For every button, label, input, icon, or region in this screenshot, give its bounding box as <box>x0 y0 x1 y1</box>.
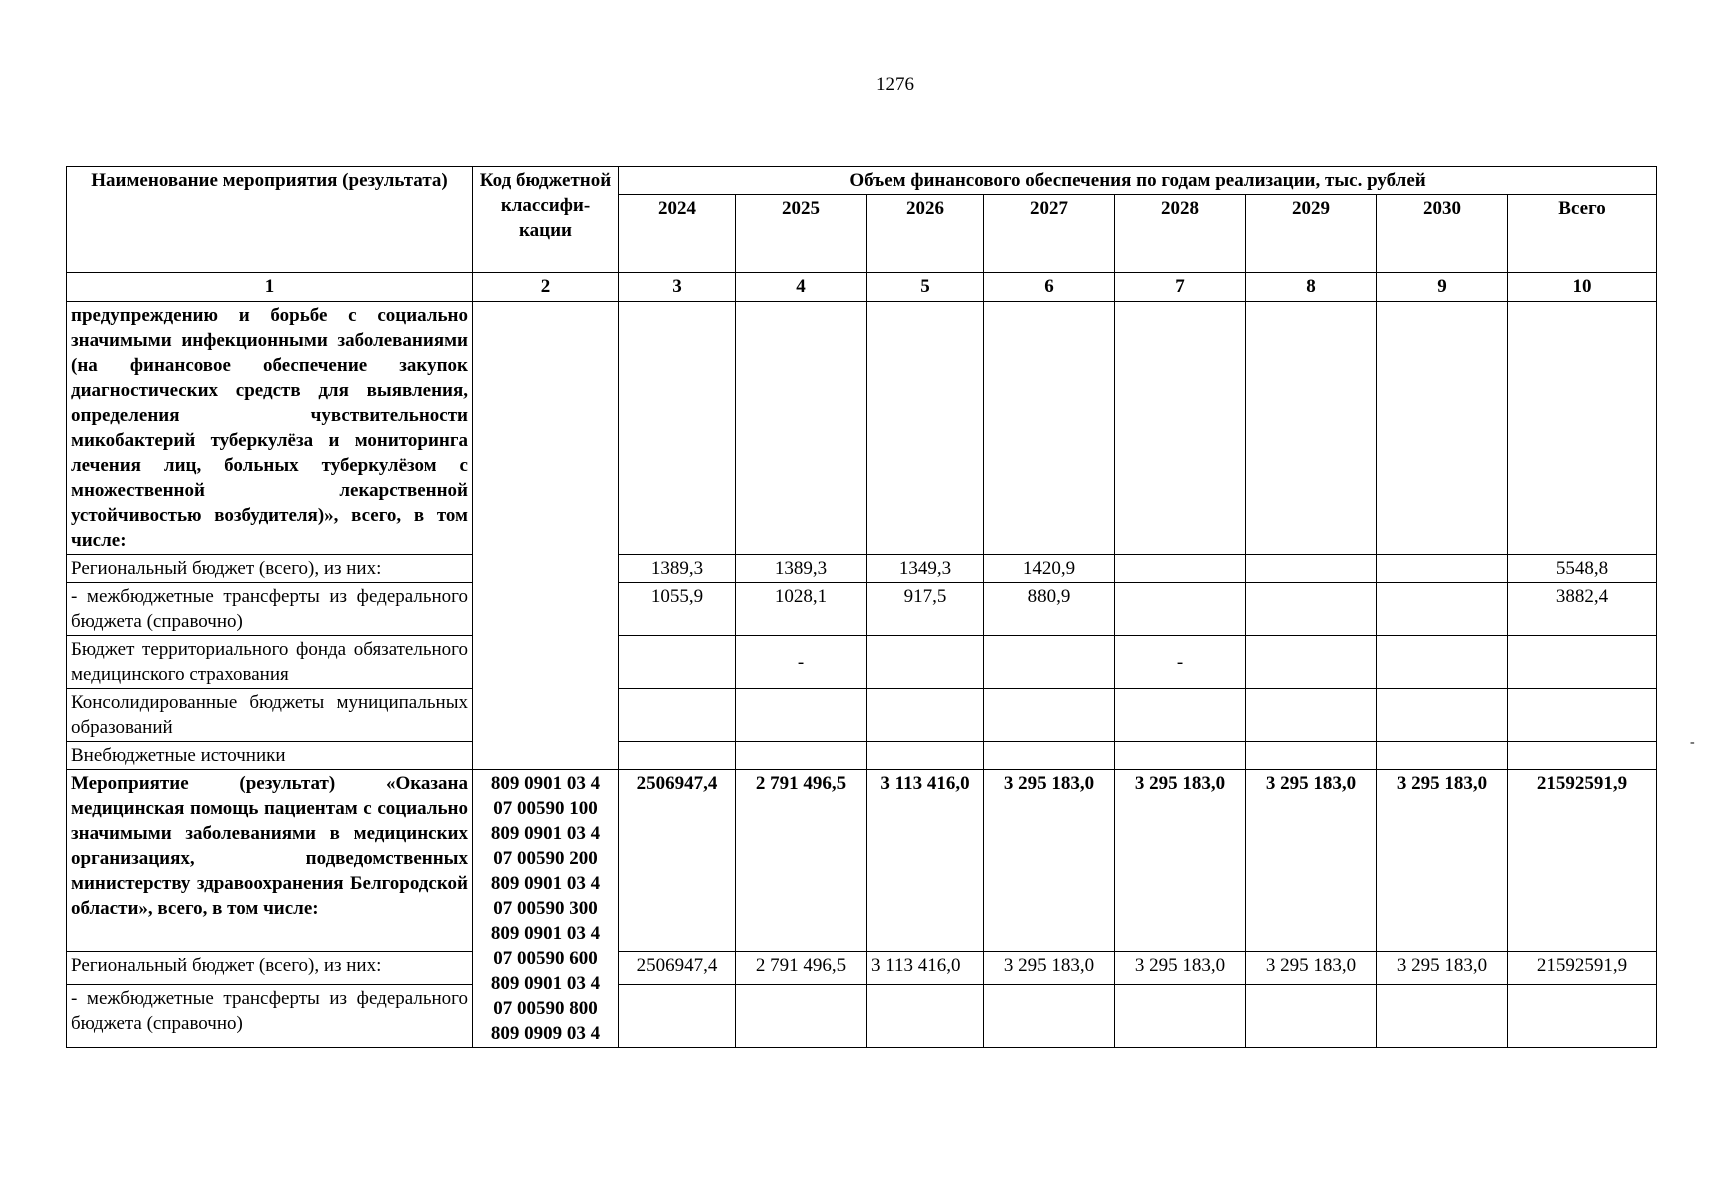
value-cell <box>984 689 1115 742</box>
row-label: Региональный бюджет (всего), из них: <box>67 951 473 984</box>
value-cell <box>736 689 867 742</box>
value-cell: 3 295 183,0 <box>984 951 1115 984</box>
column-number: 9 <box>1377 273 1508 302</box>
header-total: Всего <box>1508 195 1657 273</box>
value-cell-total <box>1508 985 1657 1048</box>
value-cell-total <box>1508 636 1657 689</box>
value-cell: 1420,9 <box>984 555 1115 583</box>
value-cell: 3 295 183,0 <box>1246 951 1377 984</box>
header-year: 2024 <box>619 195 736 273</box>
value-cell <box>1246 985 1377 1048</box>
value-cell <box>619 742 736 770</box>
section1-title: предупреждению и борьбе с социально значимыми инфекционными заболеваниями (на финансовое обеспечение закупок диагностических средств для выявления, определения чувствительности микобактерий туберкулёза и мониторинга лечения лиц, больных туберкулёзом с множественной лекарственной устойчивостью возбудителя)», всего, в том числе: <box>67 302 473 555</box>
value-cell <box>619 985 736 1048</box>
value-cell <box>1246 555 1377 583</box>
value-cell <box>1246 636 1377 689</box>
row-label: Региональный бюджет (всего), из них: <box>67 555 473 583</box>
section2-regional-row <box>67 951 1657 984</box>
header-year: 2025 <box>736 195 867 273</box>
value-cell <box>619 689 736 742</box>
value-cell-total: 3882,4 <box>1508 583 1657 636</box>
column-number: 1 <box>67 273 473 302</box>
value-cell-total: 21592591,9 <box>1508 770 1657 952</box>
value-cell: - <box>1115 636 1246 689</box>
column-number: 6 <box>984 273 1115 302</box>
section1-code-cell <box>473 302 619 770</box>
section1-extrabudget-row <box>67 742 1657 770</box>
value-cell: 2 791 496,5 <box>736 770 867 952</box>
value-cell <box>619 636 736 689</box>
value-cell <box>1377 583 1508 636</box>
value-cell <box>1377 985 1508 1048</box>
value-cell: - <box>736 636 867 689</box>
value-cell: 880,9 <box>984 583 1115 636</box>
value-cell: 3 295 183,0 <box>1115 770 1246 952</box>
value-cell <box>867 742 984 770</box>
section1-regional-row <box>67 555 1657 583</box>
value-cell <box>1115 583 1246 636</box>
header-code: Код бюджетной классифи- кации <box>473 167 619 273</box>
header-year: 2029 <box>1246 195 1377 273</box>
value-cell: 3 113 416,0 <box>867 770 984 952</box>
value-cell <box>1246 742 1377 770</box>
header-year: 2030 <box>1377 195 1508 273</box>
value-cell: 3 295 183,0 <box>1115 951 1246 984</box>
column-number: 7 <box>1115 273 1246 302</box>
value-cell <box>736 742 867 770</box>
value-cell <box>1115 742 1246 770</box>
row-label: - межбюджетные трансферты из федерального бюджета (справочно) <box>67 583 473 636</box>
section1-tfoms-row <box>67 636 1657 689</box>
value-cell: 1389,3 <box>619 555 736 583</box>
value-cell <box>1246 689 1377 742</box>
value-cell-total: 21592591,9 <box>1508 951 1657 984</box>
header-year: 2028 <box>1115 195 1246 273</box>
value-cell: 2 791 496,5 <box>736 951 867 984</box>
budget-code-list: 809 0901 03 4 07 00590 100 809 0901 03 4 07 00590 200 809 0901 03 4 07 00590 300 809 0901 03 4 07 00590 600 809 0901 03 4 07 00590 800 809 0909 03 4 <box>473 770 619 1048</box>
margin-mark: - <box>1690 735 1695 750</box>
section1-title-row <box>67 302 1657 555</box>
value-cell <box>984 985 1115 1048</box>
section2-transfers-row <box>67 985 1657 1048</box>
value-cell <box>867 985 984 1048</box>
column-number: 8 <box>1246 273 1377 302</box>
section1-municipal-row <box>67 689 1657 742</box>
header-name: Наименование мероприятия (результата) <box>67 167 473 273</box>
value-cell <box>984 742 1115 770</box>
column-number: 3 <box>619 273 736 302</box>
value-cell <box>1246 583 1377 636</box>
header-year: 2026 <box>867 195 984 273</box>
value-cell: 2506947,4 <box>619 770 736 952</box>
column-number: 5 <box>867 273 984 302</box>
value-cell-total <box>1508 689 1657 742</box>
value-cell <box>1377 742 1508 770</box>
value-cell: 1028,1 <box>736 583 867 636</box>
row-label: - межбюджетные трансферты из федерального бюджета (справочно) <box>67 985 473 1048</box>
section1-transfers-row <box>67 583 1657 636</box>
value-cell <box>867 636 984 689</box>
row-label: Консолидированные бюджеты муниципальных образований <box>67 689 473 742</box>
header-volume: Объем финансового обеспечения по годам реализации, тыс. рублей <box>619 167 1657 195</box>
value-cell-total: 5548,8 <box>1508 555 1657 583</box>
value-cell <box>1377 689 1508 742</box>
column-number: 4 <box>736 273 867 302</box>
value-cell: 3 295 183,0 <box>1246 770 1377 952</box>
value-cell: 917,5 <box>867 583 984 636</box>
page-number: 1276 <box>876 74 914 95</box>
value-cell <box>736 985 867 1048</box>
section2-title-row <box>67 770 1657 952</box>
section2-title: Мероприятие (результат) «Оказана медицинская помощь пациентам с социально значимыми заболеваниями в медицинских организациях, подведомственных министерству здравоохранения Белгородской области», всего, в том числе: <box>67 770 473 952</box>
value-cell <box>1115 985 1246 1048</box>
budget-table <box>66 166 1657 1048</box>
value-cell: 3 113 416,0 <box>867 951 984 984</box>
value-cell: 2506947,4 <box>619 951 736 984</box>
row-label: Бюджет территориального фонда обязательного медицинского страхования <box>67 636 473 689</box>
value-cell <box>1115 689 1246 742</box>
value-cell: 1389,3 <box>736 555 867 583</box>
column-numbers-row <box>67 273 1657 302</box>
value-cell <box>1377 555 1508 583</box>
value-cell-total <box>1508 742 1657 770</box>
value-cell: 1349,3 <box>867 555 984 583</box>
column-number: 10 <box>1508 273 1657 302</box>
header-row-1 <box>67 167 1657 195</box>
value-cell <box>867 689 984 742</box>
column-number: 2 <box>473 273 619 302</box>
value-cell: 1055,9 <box>619 583 736 636</box>
value-cell: 3 295 183,0 <box>984 770 1115 952</box>
value-cell <box>1115 555 1246 583</box>
row-label: Внебюджетные источники <box>67 742 473 770</box>
value-cell <box>984 636 1115 689</box>
value-cell: 3 295 183,0 <box>1377 951 1508 984</box>
value-cell: 3 295 183,0 <box>1377 770 1508 952</box>
header-year: 2027 <box>984 195 1115 273</box>
value-cell <box>1377 636 1508 689</box>
